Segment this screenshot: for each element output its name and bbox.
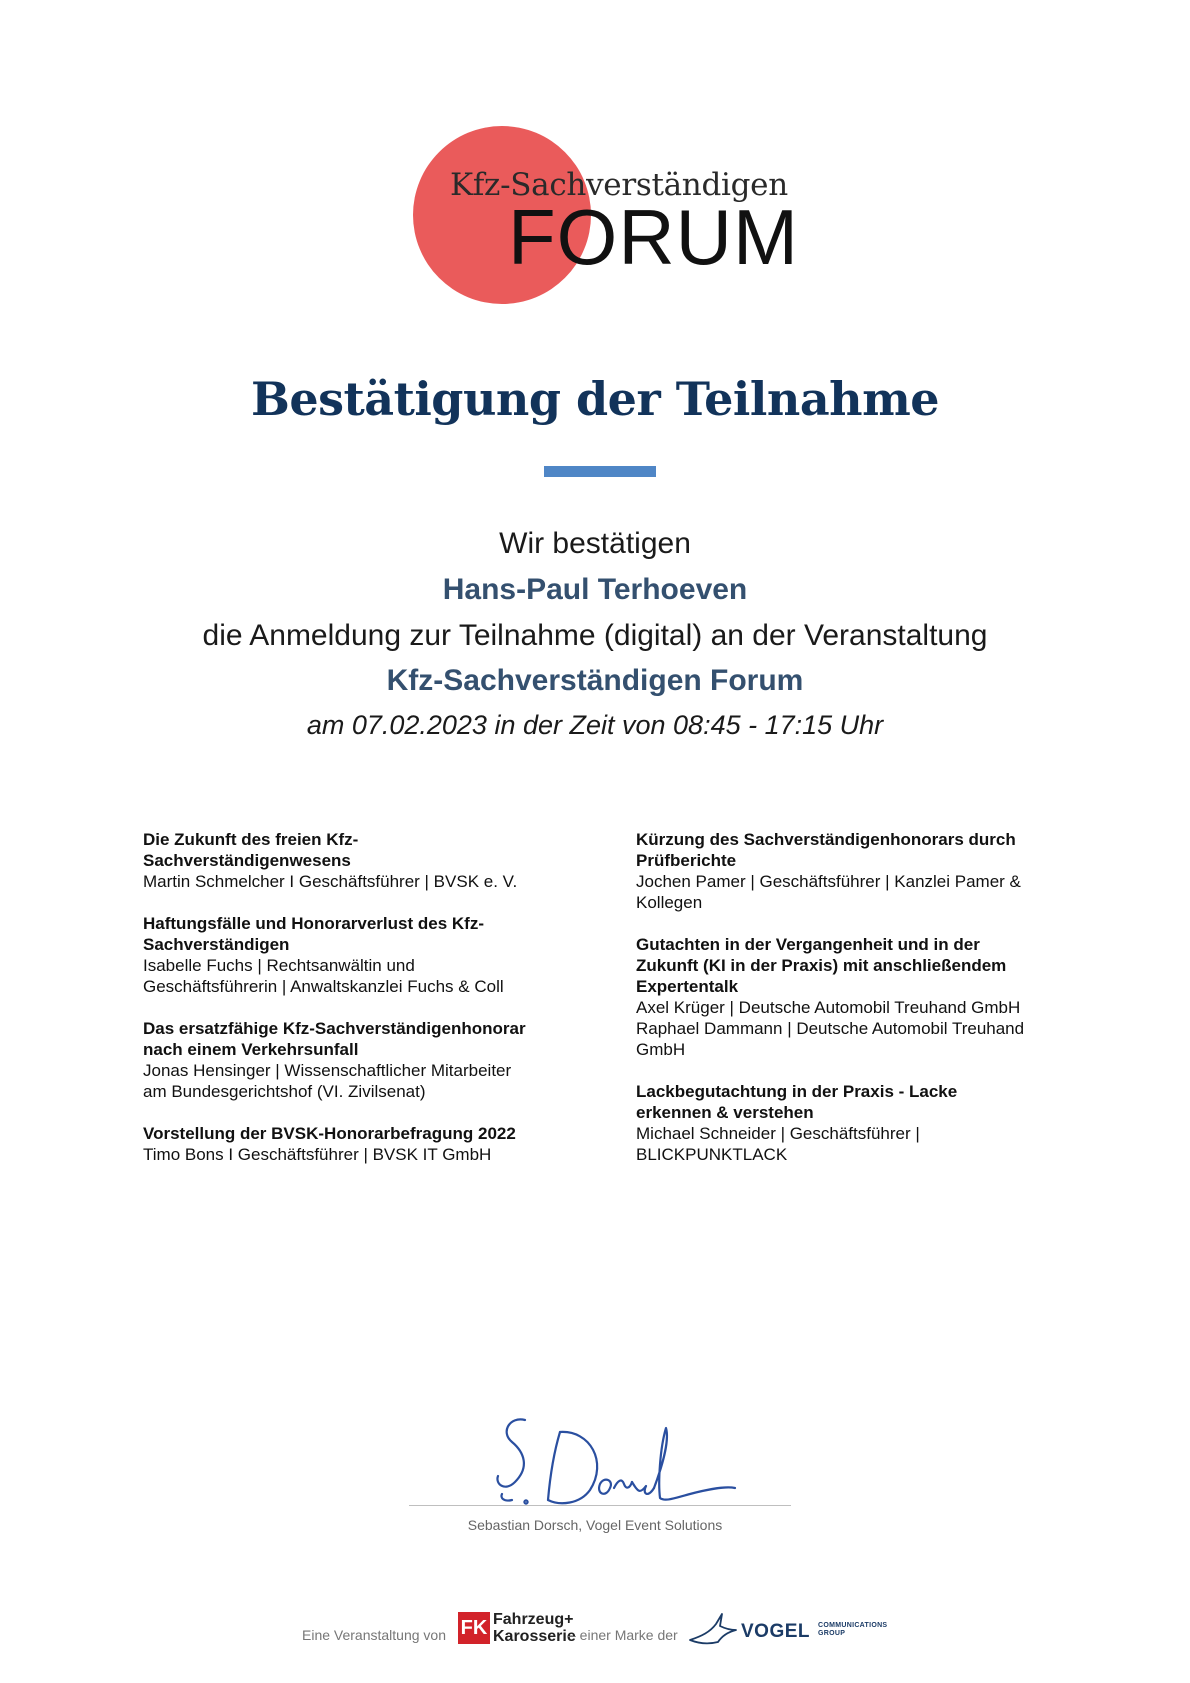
talk-speaker-line: Jochen Pamer | Geschäftsführer | Kanzlei Pamer & [636,872,1021,891]
logo-text-line2: FORUM [508,193,799,281]
footer-prefix: Eine Veranstaltung von [302,1627,446,1643]
talk-title-line: Sachverständigen [143,935,290,954]
talk-speaker-line: Jonas Hensinger | Wissenschaftlicher Mitarbeiter [143,1061,512,1080]
talk-title-line: Vorstellung der BVSK-Honorarbefragung 2022 [143,1124,516,1143]
talk-title-line: nach einem Verkehrsunfall [143,1040,359,1059]
talk-speaker-line: BLICKPUNKTLACK [636,1145,788,1164]
page-title: Bestätigung der Teilnahme [250,372,940,426]
fk-logo-badge: FK [458,1612,490,1644]
fk-logo-name [493,1611,576,1645]
program-talk [636,934,1066,1060]
event-name: Kfz-Sachverständigen Forum [386,664,804,697]
logo-text-line1: Kfz-Sachverständigen [450,167,788,203]
talk-speaker-line: Michael Schneider | Geschäftsführer | [636,1124,920,1143]
fk-name-line1: Fahrzeug+ [493,1611,574,1628]
talk-speaker-line: Isabelle Fuchs | Rechtsanwältin und [143,956,415,975]
talk-speaker-line: Kollegen [636,893,703,912]
event-logo [0,0,1190,330]
talk-speaker-line: Raphael Dammann | Deutsche Automobil Treuhand [636,1019,1025,1038]
participant-name: Hans-Paul Terhoeven [442,573,748,606]
talk-speaker-line: Axel Krüger | Deutsche Automobil Treuhand GmbH [636,998,1021,1017]
signature-caption: Sebastian Dorsch, Vogel Event Solutions [467,1517,723,1533]
vogel-sub-line1: COMMUNICATIONS [818,1622,888,1629]
talk-speaker-line: Martin Schmelcher I Geschäftsführer | BVSK e. V. [143,872,518,891]
signature-line [409,1505,791,1506]
program-talk [143,1018,573,1102]
talk-title-line: Die Zukunft des freien Kfz- [143,830,359,849]
confirmation-text: die Anmeldung zur Teilnahme (digital) an der Veranstaltung [202,619,988,652]
vogel-logo-name: VOGEL [741,1621,811,1642]
talk-title-line: Haftungsfälle und Honorarverlust des Kfz- [143,914,484,933]
vogel-logo-sub [818,1622,887,1638]
talk-title-line: Kürzung des Sachverständigenhonorars durch [636,830,1016,849]
talk-speaker-line: am Bundesgerichtshof (VI. Zivilsenat) [143,1082,426,1101]
program-talk [636,1081,1066,1165]
talk-speaker-line: GmbH [636,1040,686,1059]
title-underline-divider [544,466,656,477]
program-talk [143,1123,573,1165]
program-column-right [636,829,1066,1186]
talk-title-line: Das ersatzfähige Kfz-Sachverständigenhonorar [143,1019,526,1038]
program-talk [143,829,573,892]
program-talk [636,829,1066,913]
footer-middle-text: – einer Marke der [568,1627,678,1643]
talk-title-line: Prüfberichte [636,851,737,870]
signature-image [490,1412,740,1512]
talk-title-line: Lackbegutachtung in der Praxis - Lacke [636,1082,958,1101]
vogel-bird-icon [688,1610,738,1648]
talk-title-line: Gutachten in der Vergangenheit und in der [636,935,980,954]
fk-name-line2: Karosserie [493,1628,576,1645]
talk-speaker-line: Timo Bons I Geschäftsführer | BVSK IT GmbH [143,1145,492,1164]
confirmation-intro: Wir bestätigen [499,527,691,560]
vogel-sub-line2: GROUP [818,1630,846,1637]
talk-title-line: Expertentalk [636,977,739,996]
talk-title-line: Sachverständigenwesens [143,851,351,870]
talk-title-line: Zukunft (KI in der Praxis) mit anschließendem [636,956,1007,975]
program-column-left [143,829,573,1186]
program-talk [143,913,573,997]
talk-title-line: erkennen & verstehen [636,1103,814,1122]
event-datetime: am 07.02.2023 in der Zeit von 08:45 - 17:15 Uhr [306,710,884,740]
talk-speaker-line: Geschäftsführerin | Anwaltskanzlei Fuchs & Coll [143,977,504,996]
